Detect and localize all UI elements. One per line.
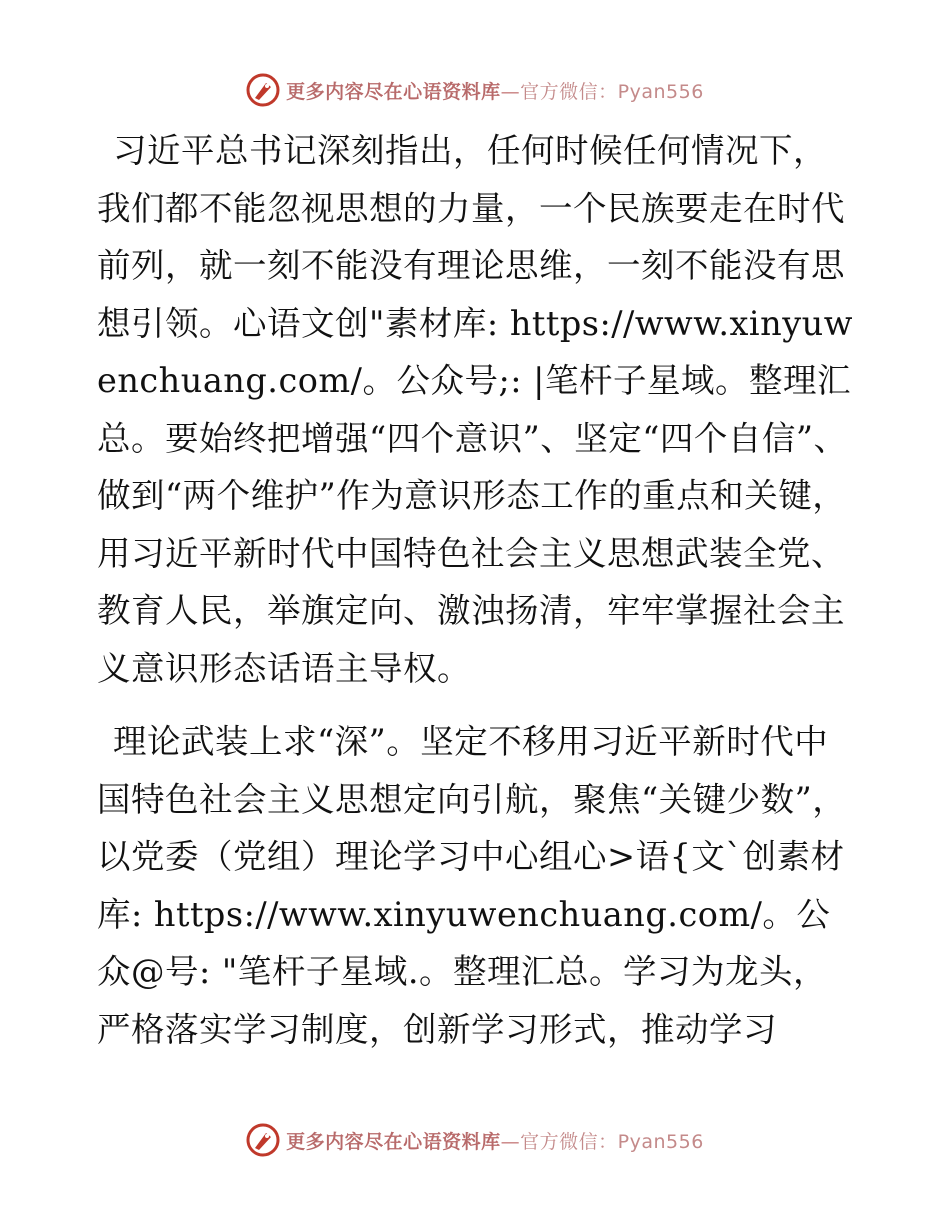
header-banner-dash: — <box>500 80 521 103</box>
header-banner-wechat: 官方微信：Pyan556 <box>520 80 704 103</box>
header-banner-text <box>286 77 704 104</box>
paragraph-1-text: 习近平总书记深刻指出，任何时候任何情况下，我们都不能忽视思想的力量，一个民族要走在时代前列，就一刻不能没有理论思维，一刻不能没有思想引领。心语文创"素材库: https://www.xinyuwenchuang.com/。公众号;: |笔杆子星域。整理汇总。要始终把增强“四个意识”、坚定“四个自信”、做到“两个维护”作为意识形态工作的重点和关键，用习近平新时代中国特色社会主义思想武装全党、教育人民，举旗定向、激浊扬清，牢牢掌握社会主义意识形态话语主导权。 <box>97 131 853 688</box>
paragraph-1 <box>97 122 857 697</box>
paragraph-2 <box>97 713 857 1058</box>
footer-banner-text <box>286 1127 704 1154</box>
footer-banner <box>0 1120 950 1160</box>
header-banner-main: 更多内容尽在心语资料库 <box>286 80 501 103</box>
footer-banner-wechat: 官方微信：Pyan556 <box>520 1130 704 1153</box>
paragraph-2-text: 理论武装上求“深”。坚定不移用习近平新时代中国特色社会主义思想定向引航，聚焦“关键少数”，以党委（党组）理论学习中心组心>语{文`创素材库: https://www.xinyuwenchuang.com/。公众@号: "笔杆子星域.。整理汇总。学习为龙头，严格落实学习制度，创新学习形式，推动学习 <box>97 722 847 1049</box>
footer-banner-main: 更多内容尽在心语资料库 <box>286 1130 501 1153</box>
footer-banner-dash: — <box>500 1130 521 1153</box>
pen-nib-logo-icon <box>246 1123 280 1157</box>
pen-nib-logo-icon <box>246 73 280 107</box>
header-banner <box>0 70 950 110</box>
document-body <box>97 122 857 1058</box>
